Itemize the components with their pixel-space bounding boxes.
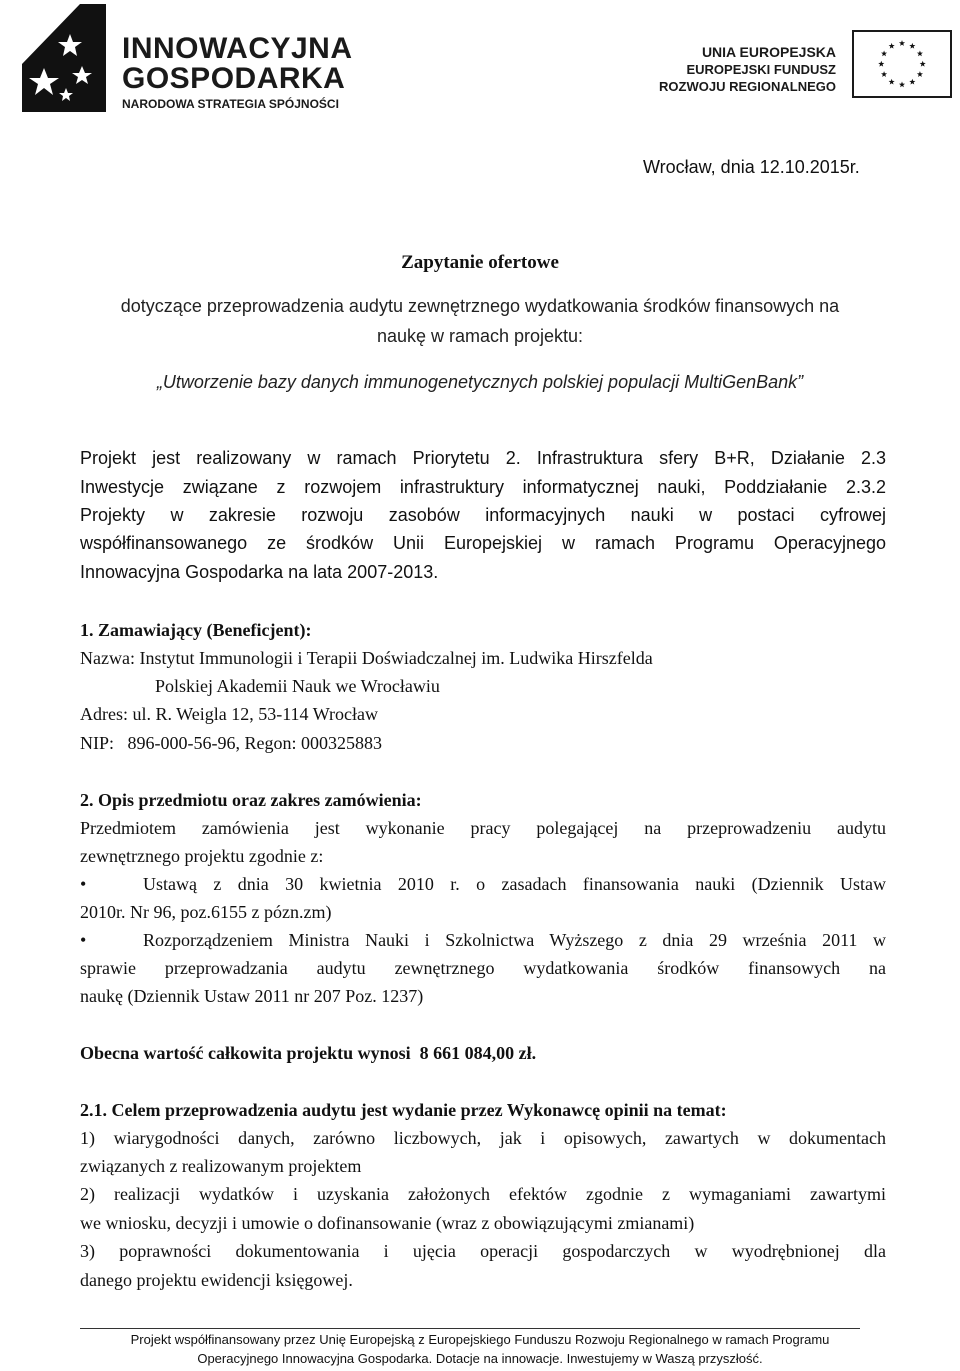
eu-star-icon — [909, 79, 915, 85]
subtitle-line-2: naukę w ramach projektu: — [376, 326, 584, 346]
section-2-1-heading: 2.1. Celem przeprowadzenia audytu jest wydanie przez Wykonawcę opinii na temat: — [80, 1100, 727, 1120]
logo-line-innowacyjna: INNOWACYJNA — [122, 32, 353, 65]
eu-logo-line1: UNIA EUROPEJSKA — [701, 44, 836, 60]
intro-line: Inwestycje związane z rozwojem infrastruktury informatycznej nauki, Poddziałanie 2.3.2 — [80, 477, 886, 497]
footer-line-1: Projekt współfinansowany przez Unię Europejską z Europejskiego Funduszu Rozwoju Regionalnego w ramach Programu — [130, 1332, 830, 1347]
beneficiary-nip: NIP: 896-000-56-96, Regon: 000325883 — [80, 733, 382, 753]
eu-star-icon — [889, 43, 895, 49]
section-2-intro-line-2: zewnętrznego projektu zgodnie z: — [80, 846, 324, 866]
intro-line: Innowacyjna Gospodarka na lata 2007-2013. — [80, 562, 439, 582]
beneficiary-address: Adres: ul. R. Weigla 12, 53-114 Wrocław — [80, 704, 378, 724]
eu-star-icon — [878, 61, 884, 67]
stars-mark-icon — [22, 4, 106, 112]
audit-goal-line: danego projektu ewidencji księgowej. — [80, 1270, 353, 1290]
project-total-value: Obecna wartość całkowita projektu wynosi 8 661 084,00 zł. — [80, 1043, 537, 1063]
eu-logo-line3: ROZWOJU REGIONALNEGO — [659, 79, 836, 94]
subtitle-line-1: dotyczące przeprowadzenia audytu zewnętrznego wydatkowania środków finansowych na — [120, 296, 840, 316]
eu-star-icon — [917, 50, 923, 56]
bullet-2-line-2: sprawie przeprowadzania audytu zewnętrznego wydatkowania środków finansowych na — [80, 958, 886, 978]
intro-line: Projekt jest realizowany w ramach Priorytetu 2. Infrastruktura sfery B+R, Działanie 2.3 — [80, 448, 886, 468]
bullet-2-line-3: naukę (Dziennik Ustaw 2011 nr 207 Poz. 1237) — [80, 986, 424, 1006]
eu-star-icon — [889, 79, 895, 85]
audit-goal-line: 3) poprawności dokumentowania i ujęcia operacji gospodarczych w wyodrębnionej dla — [80, 1241, 886, 1261]
eu-star-icon — [899, 40, 905, 46]
beneficiary-name-line-2: Polskiej Akademii Nauk we Wrocławiu — [155, 676, 440, 696]
eu-star-icon — [881, 50, 887, 56]
eu-star-icon — [899, 82, 905, 88]
audit-goal-line: 2) realizacji wydatków i uzyskania założonych efektów zgodnie z wymaganiami zawartymi — [80, 1184, 886, 1204]
section-2-heading: 2. Opis przedmiotu oraz zakres zamówienia: — [80, 790, 422, 810]
audit-goal-line: 1) wiarygodności danych, zarówno liczbowych, jak i opisowych, zawartych w dokumentach — [80, 1128, 886, 1148]
footer-divider — [80, 1328, 860, 1329]
innowacyjna-gospodarka-logo — [22, 4, 362, 112]
section-1-heading: 1. Zamawiający (Beneficjent): — [80, 620, 312, 640]
intro-line: współfinansowanego ze środków Unii Europejskiej w ramach Programu Operacyjnego — [80, 533, 886, 553]
logo-line-gospodarka: GOSPODARKA — [122, 62, 346, 95]
section-2-intro-line-1: Przedmiotem zamówienia jest wykonanie pracy polegającej na przeprowadzeniu audytu — [80, 818, 886, 838]
audit-goal-line: we wniosku, decyzji i umowie o dofinansowanie (wraz z obowiązującymi zmianami) — [80, 1213, 695, 1233]
document-date: Wrocław, dnia 12.10.2015r. — [643, 157, 860, 177]
audit-goal-line: związanych z realizowanym projektem — [80, 1156, 362, 1176]
bullet: • — [80, 930, 87, 950]
beneficiary-name-line-1: Nazwa: Instytut Immunologii i Terapii Doświadczalnej im. Ludwika Hirszfelda — [80, 648, 653, 668]
eu-logo-line2: EUROPEJSKI FUNDUSZ — [686, 62, 836, 77]
project-name: „Utworzenie bazy danych immunogenetycznych polskiej populacji MultiGenBank” — [156, 372, 804, 392]
bullet-1-line-2: 2010r. Nr 96, poz.6155 z pózn.zm) — [80, 902, 332, 922]
bullet: • — [80, 874, 87, 894]
footer-line-2: Operacyjnego Innowacyjna Gospodarka. Dotacje na innowacje. Inwestujemy w Waszą przyszłość. — [197, 1351, 763, 1366]
bullet-2-line-1: Rozporządzeniem Ministra Nauki i Szkolnictwa Wyższego z dnia 29 września 2011 w — [143, 930, 886, 950]
eu-star-icon — [909, 43, 915, 49]
eu-star-icon — [917, 71, 923, 77]
bullet-1-line-1: Ustawą z dnia 30 kwietnia 2010 r. o zasadach finansowania nauki (Dziennik Ustaw — [143, 874, 886, 894]
eu-star-icon — [920, 61, 926, 67]
eu-flag-icon — [852, 30, 952, 98]
intro-line: Projekty w zakresie rozwoju zasobów informacyjnych nauki w postaci cyfrowej — [80, 505, 886, 525]
logo-subtitle: NARODOWA STRATEGIA SPÓJNOŚCI — [122, 97, 339, 111]
eu-fund-logo — [659, 30, 952, 102]
eu-star-icon — [881, 71, 887, 77]
document-title: Zapytanie ofertowe — [401, 252, 559, 273]
